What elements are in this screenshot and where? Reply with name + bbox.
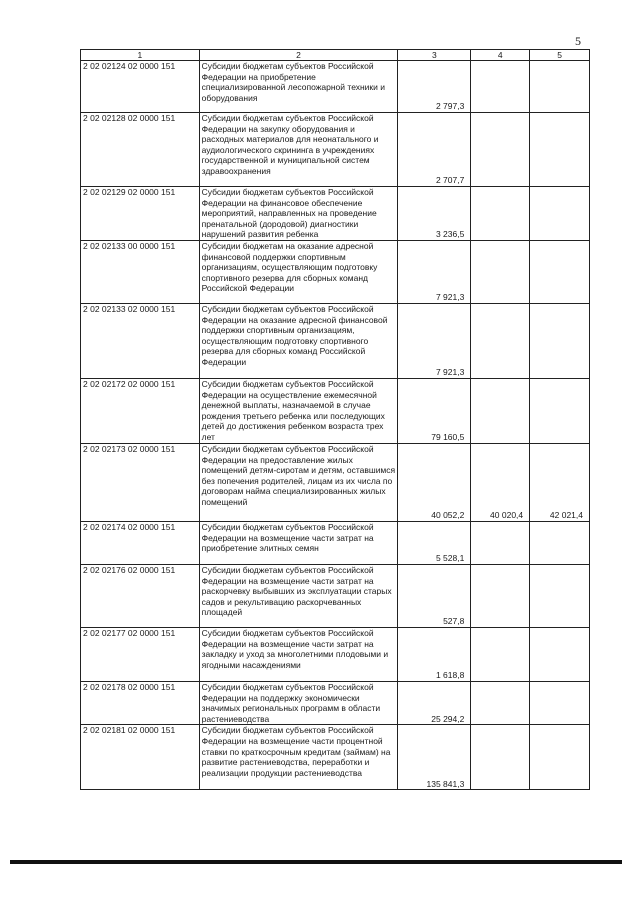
budget-name-cell: Субсидии бюджетам на оказание адресной финансовой поддержки спортивным организациям, осуществляющим подготовку спортивного резерва для сборных команд Российской Федерации [199,240,398,303]
budget-name-cell: Субсидии бюджетам субъектов Российской Федерации на оказание адресной финансовой поддержки спортивным организациям, осуществляющим подготовку спортивного резерва для сборных команд Российской Федерации [199,303,398,378]
value-col-4-cell [471,564,530,627]
value-col-3-cell: 79 160,5 [398,378,471,443]
header-row [81,50,590,61]
value-col-5-cell [530,378,590,443]
table-row [81,627,590,681]
budget-name-cell: Субсидии бюджетам субъектов Российской Федерации на поддержку экономически значимых региональных программ в области растениеводства [199,681,398,724]
value-col-3-cell: 1 618,8 [398,627,471,681]
budget-name-cell: Субсидии бюджетам субъектов Российской Федерации на возмещение части процентной ставки по краткосрочным кредитам (займам) на развитие растениеводства, переработки и реализации продукции растениеводства [199,725,398,790]
value-col-5-cell [530,627,590,681]
value-col-5-cell [530,303,590,378]
budget-code-cell: 2 02 02133 02 0000 151 [81,303,200,378]
budget-name-cell: Субсидии бюджетам субъектов Российской Федерации на возмещение части затрат на приобретение элитных семян [199,521,398,564]
budget-name-cell: Субсидии бюджетам субъектов Российской Федерации на предоставление жилых помещений детям-сиротам и детям, оставшимся без попечения родителей, лицам из их числа по договорам найма специализированных жилых помещений [199,443,398,521]
table-row [81,725,590,790]
budget-code-cell: 2 02 02173 02 0000 151 [81,443,200,521]
value-col-5-cell [530,725,590,790]
table-row [81,187,590,241]
budget-code-cell: 2 02 02172 02 0000 151 [81,378,200,443]
table-row [81,521,590,564]
budget-code-cell: 2 02 02177 02 0000 151 [81,627,200,681]
header-col-5: 5 [530,50,590,61]
budget-name-cell: Субсидии бюджетам субъектов Российской Федерации на осуществление ежемесячной денежной выплаты, назначаемой в случае рождения третьего ребенка или последующих детей до достижения ребенком возраста трех лет [199,378,398,443]
header-col-3: 3 [398,50,471,61]
header-col-2: 2 [199,50,398,61]
value-col-4-cell [471,113,530,187]
value-col-4-cell: 40 020,4 [471,443,530,521]
value-col-3-cell: 25 294,2 [398,681,471,724]
value-col-5-cell [530,564,590,627]
page-number: 5 [575,34,581,48]
value-col-3-cell: 7 921,3 [398,303,471,378]
value-col-5-cell [530,113,590,187]
header-col-1: 1 [81,50,200,61]
budget-name-cell: Субсидии бюджетам субъектов Российской Федерации на возмещение части затрат на раскорчевку выбывших из эксплуатации старых садов и рекультивацию раскорчеванных площадей [199,564,398,627]
value-col-3-cell: 7 921,3 [398,240,471,303]
value-col-3-cell: 5 528,1 [398,521,471,564]
value-col-3-cell: 2 707,7 [398,113,471,187]
table-row [81,113,590,187]
budget-code-cell: 2 02 02128 02 0000 151 [81,113,200,187]
budget-code-cell: 2 02 02133 00 0000 151 [81,240,200,303]
value-col-3-cell: 135 841,3 [398,725,471,790]
budget-name-cell: Субсидии бюджетам субъектов Российской Федерации на финансовое обеспечение мероприятий, направленных на проведение пренатальной (дородовой) диагностики нарушений развития ребенка [199,187,398,241]
table-row [81,443,590,521]
table-row [81,240,590,303]
table-row [81,564,590,627]
table-row [81,303,590,378]
value-col-5-cell [530,61,590,113]
value-col-4-cell [471,681,530,724]
value-col-4-cell [471,303,530,378]
value-col-5-cell [530,240,590,303]
value-col-4-cell [471,521,530,564]
value-col-4-cell [471,725,530,790]
value-col-4-cell [471,378,530,443]
value-col-3-cell: 2 797,3 [398,61,471,113]
budget-name-cell: Субсидии бюджетам субъектов Российской Федерации на приобретение специализированной лесопожарной техники и оборудования [199,61,398,113]
value-col-5-cell [530,681,590,724]
value-col-3-cell: 40 052,2 [398,443,471,521]
budget-name-cell: Субсидии бюджетам субъектов Российской Федерации на закупку оборудования и расходных материалов для неонатального и аудиологического скрининга в учреждениях государственной и муниципальной систем здравоохранения [199,113,398,187]
value-col-4-cell [471,240,530,303]
budget-table [80,49,590,790]
table-row [81,681,590,724]
header-col-4: 4 [471,50,530,61]
budget-code-cell: 2 02 02181 02 0000 151 [81,725,200,790]
table-row [81,378,590,443]
value-col-5-cell [530,187,590,241]
budget-code-cell: 2 02 02178 02 0000 151 [81,681,200,724]
budget-code-cell: 2 02 02124 02 0000 151 [81,61,200,113]
budget-code-cell: 2 02 02129 02 0000 151 [81,187,200,241]
budget-code-cell: 2 02 02174 02 0000 151 [81,521,200,564]
value-col-3-cell: 527,8 [398,564,471,627]
value-col-4-cell [471,627,530,681]
value-col-3-cell: 3 236,5 [398,187,471,241]
budget-code-cell: 2 02 02176 02 0000 151 [81,564,200,627]
value-col-4-cell [471,187,530,241]
value-col-5-cell: 42 021,4 [530,443,590,521]
value-col-5-cell [530,521,590,564]
bottom-divider [10,860,622,864]
table-row [81,61,590,113]
budget-name-cell: Субсидии бюджетам субъектов Российской Федерации на возмещение части затрат на закладку и уход за многолетними плодовыми и ягодными насаждениями [199,627,398,681]
value-col-4-cell [471,61,530,113]
